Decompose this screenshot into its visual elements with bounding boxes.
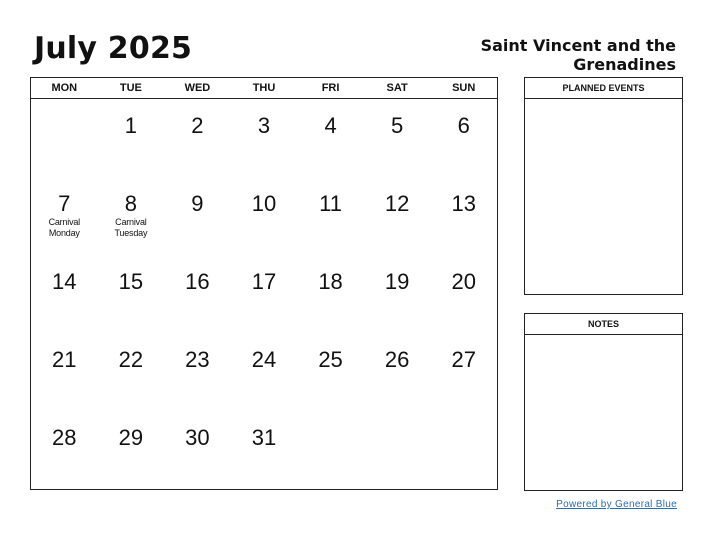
day-number: 29 xyxy=(118,425,144,450)
day-cell xyxy=(364,99,431,177)
calendar-grid xyxy=(30,77,498,490)
weekday-thu: THU xyxy=(252,82,276,94)
day-cell xyxy=(297,411,364,489)
day-cell xyxy=(98,99,165,177)
day-number: 24 xyxy=(251,347,277,372)
country-name: Saint Vincent and the Grenadines xyxy=(480,36,676,74)
day-number: 15 xyxy=(118,269,144,294)
day-number: 8 xyxy=(124,191,137,216)
day-number: 5 xyxy=(391,113,404,138)
day-number: 13 xyxy=(451,191,476,216)
weekday-sun: SUN xyxy=(452,82,476,94)
day-cell xyxy=(231,99,298,177)
planned-events-panel xyxy=(524,77,683,295)
day-cell xyxy=(231,411,298,489)
day-cell xyxy=(297,99,364,177)
weekday-fri: FRI xyxy=(321,82,340,94)
day-cell xyxy=(430,333,497,411)
day-cell xyxy=(430,255,497,333)
day-number xyxy=(364,411,431,427)
day-cell xyxy=(364,255,431,333)
notes-heading: NOTES xyxy=(525,314,682,335)
day-cell xyxy=(98,333,165,411)
weekday-mon: MON xyxy=(51,82,78,94)
holiday-label: Carnival Tuesday xyxy=(114,217,148,238)
day-cell xyxy=(430,99,497,177)
calendar-weeks xyxy=(31,99,497,489)
day-number: 22 xyxy=(118,347,144,372)
day-cell xyxy=(430,411,497,489)
day-number xyxy=(297,411,364,427)
day-number: 12 xyxy=(384,191,410,216)
day-number: 2 xyxy=(191,113,204,138)
day-cell xyxy=(98,411,165,489)
day-cell xyxy=(364,177,431,255)
day-number: 7 xyxy=(58,191,71,216)
weekday-header-row xyxy=(31,78,497,99)
day-number xyxy=(31,99,98,115)
day-number: 3 xyxy=(257,113,271,138)
day-cell xyxy=(31,333,98,411)
day-number: 18 xyxy=(318,269,343,294)
day-number: 26 xyxy=(384,347,410,372)
day-cell xyxy=(297,177,364,255)
weekday-tue: TUE xyxy=(119,82,142,94)
day-number: 14 xyxy=(52,269,77,294)
day-number xyxy=(430,411,497,427)
page-title: July 2025 xyxy=(34,31,193,66)
day-cell xyxy=(231,177,298,255)
day-cell xyxy=(231,333,298,411)
day-number: 31 xyxy=(251,425,277,450)
notes-panel xyxy=(524,313,683,491)
day-cell xyxy=(31,411,98,489)
weekday-wed: WED xyxy=(184,82,211,94)
day-cell xyxy=(364,411,431,489)
day-cell xyxy=(364,333,431,411)
day-number: 19 xyxy=(384,269,410,294)
day-cell xyxy=(31,99,98,177)
day-number: 25 xyxy=(318,347,343,372)
day-cell xyxy=(297,255,364,333)
day-cell xyxy=(98,255,165,333)
day-number: 17 xyxy=(251,269,277,294)
day-number: 20 xyxy=(451,269,476,294)
day-number: 30 xyxy=(185,425,210,450)
day-cell xyxy=(31,255,98,333)
day-number: 16 xyxy=(185,269,210,294)
day-cell xyxy=(430,177,497,255)
day-number: 23 xyxy=(185,347,210,372)
day-number: 28 xyxy=(52,425,77,450)
day-cell xyxy=(31,177,98,255)
day-number: 11 xyxy=(319,191,342,216)
day-number: 9 xyxy=(191,191,204,216)
day-cell xyxy=(231,255,298,333)
holiday-label: Carnival Monday xyxy=(48,217,80,238)
weekday-sat: SAT xyxy=(386,82,408,94)
day-number: 10 xyxy=(251,191,277,216)
day-cell xyxy=(164,255,231,333)
day-number: 4 xyxy=(324,113,337,138)
day-cell xyxy=(164,99,231,177)
day-number: 27 xyxy=(451,347,476,372)
day-number: 6 xyxy=(457,113,470,138)
planned-events-heading: PLANNED EVENTS xyxy=(525,78,682,99)
day-number: 1 xyxy=(124,113,137,138)
day-cell xyxy=(98,177,165,255)
powered-by-link[interactable]: Powered by General Blue xyxy=(556,499,677,510)
day-cell xyxy=(164,411,231,489)
day-cell xyxy=(297,333,364,411)
day-number: 21 xyxy=(52,347,77,372)
day-cell xyxy=(164,333,231,411)
day-cell xyxy=(164,177,231,255)
